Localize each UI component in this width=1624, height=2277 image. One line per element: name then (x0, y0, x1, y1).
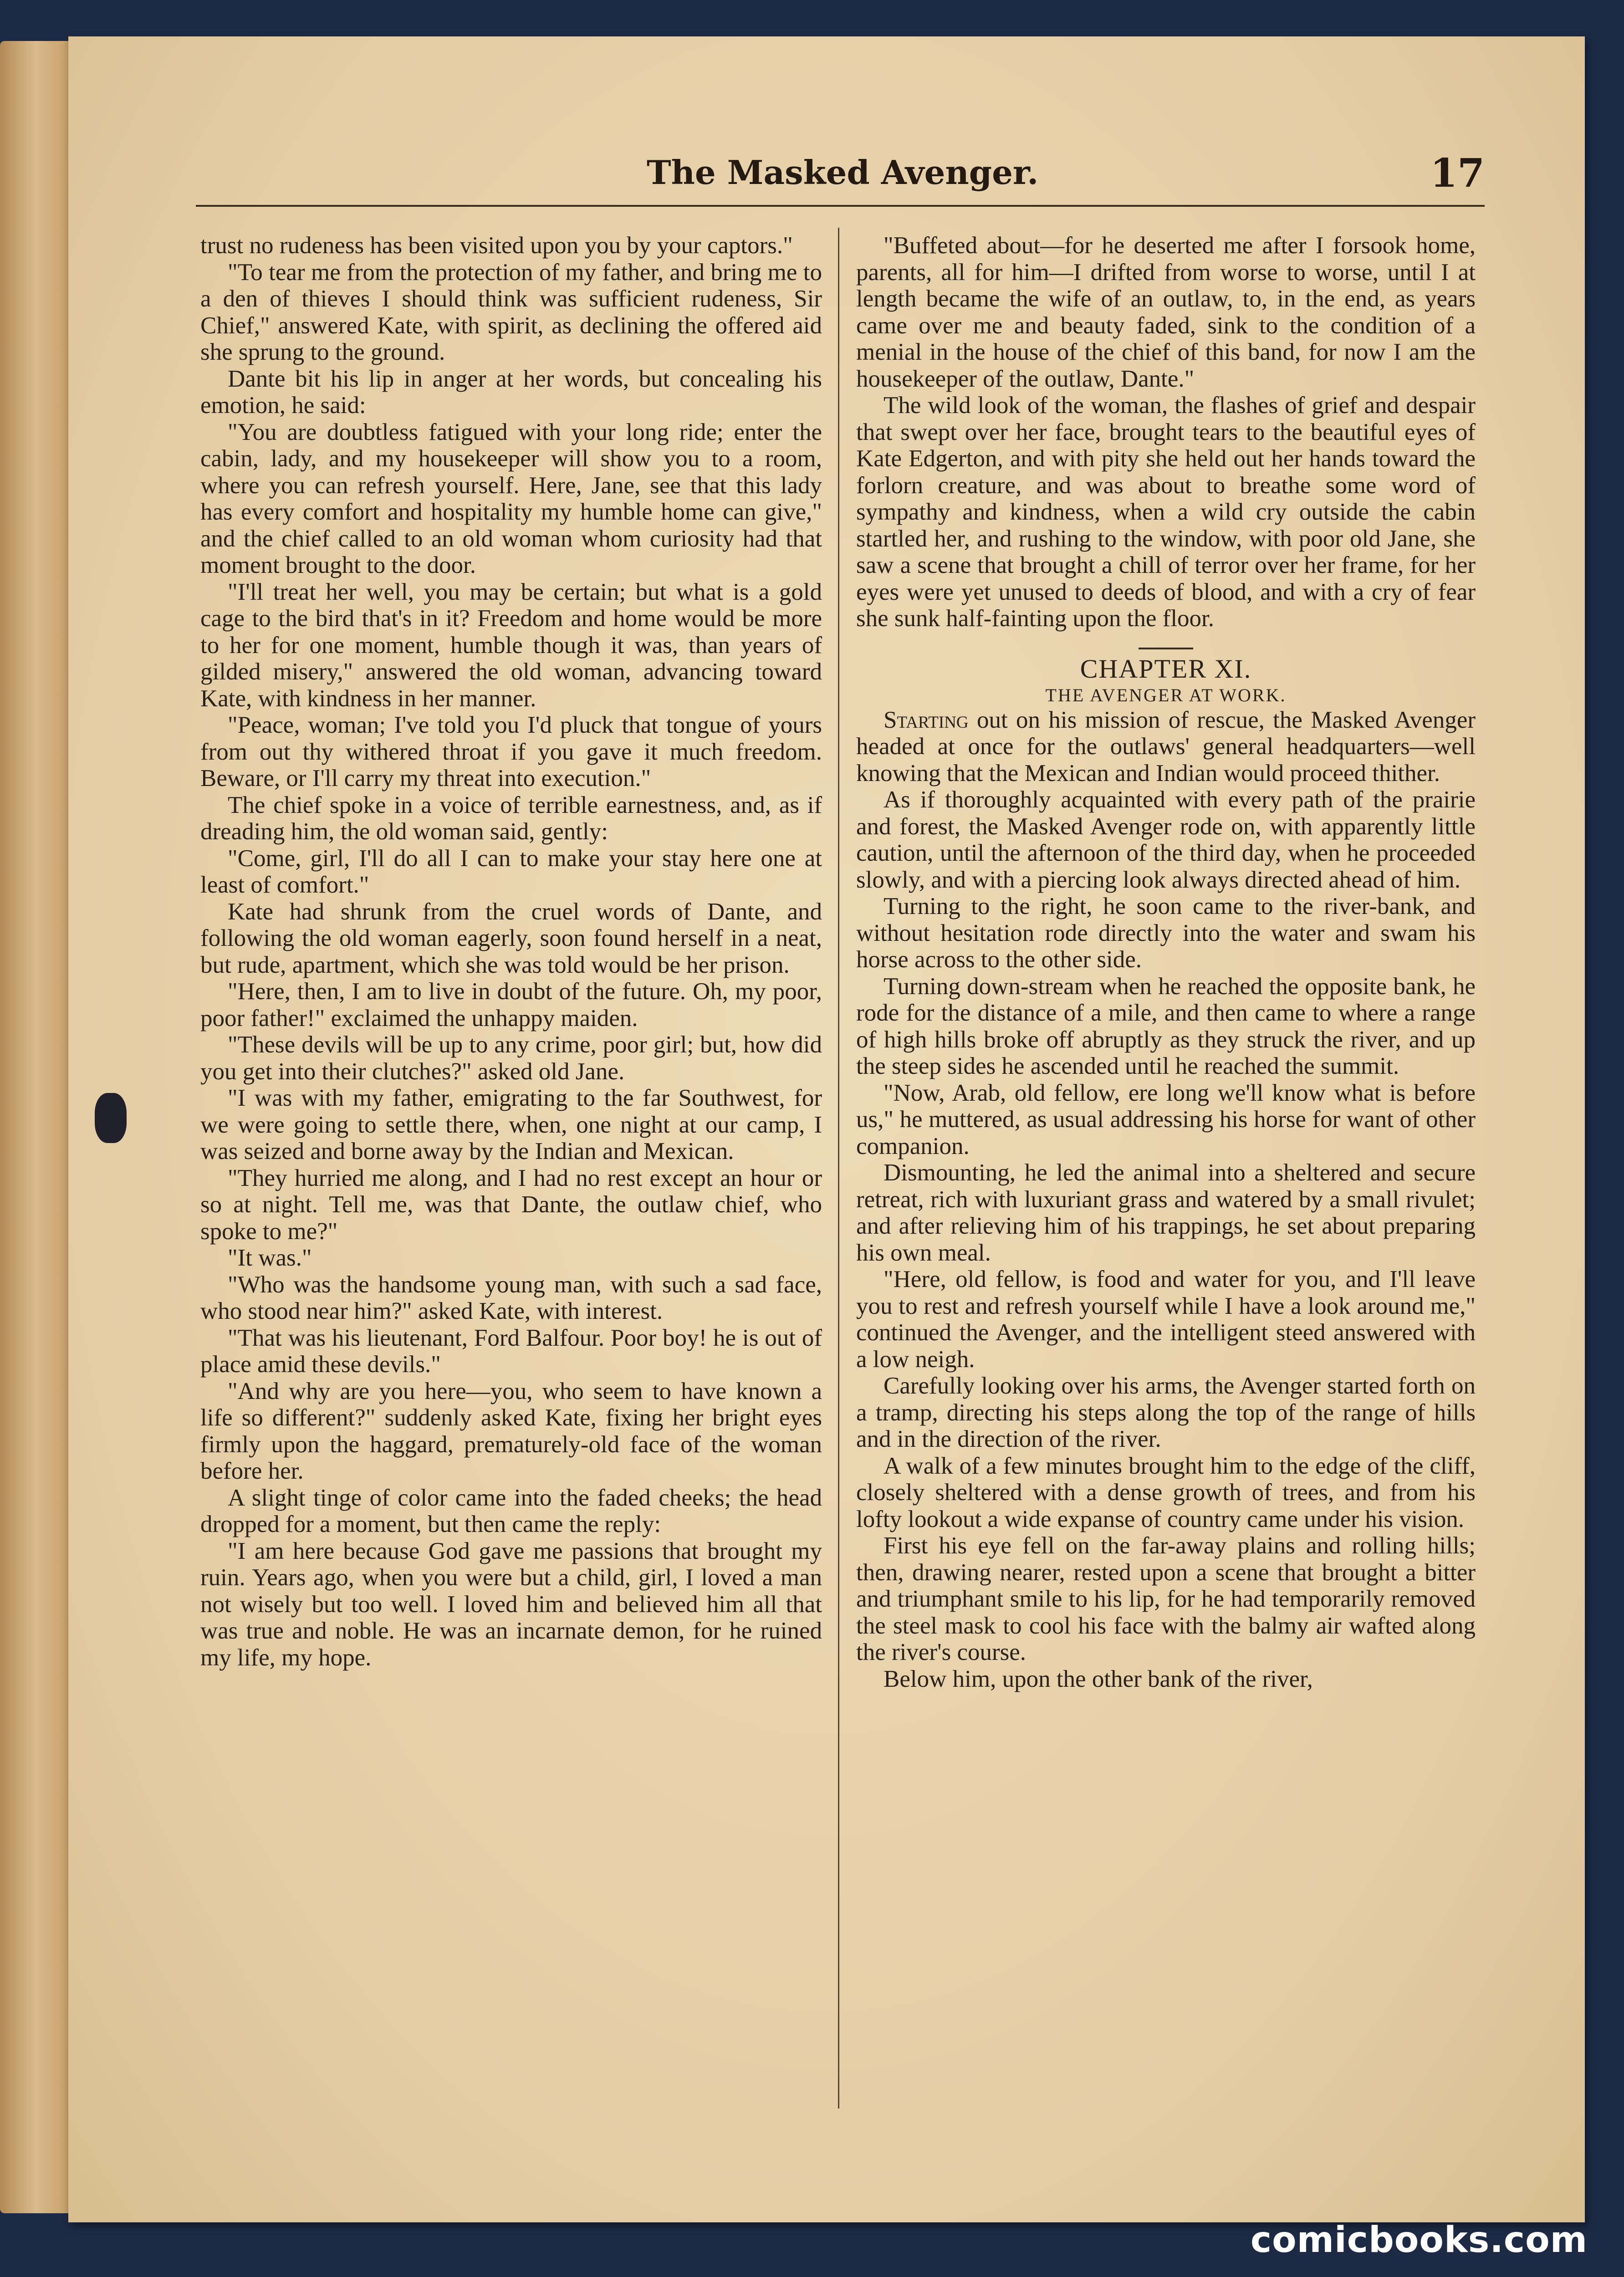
paragraph: The chief spoke in a voice of terrible earnestness, and, as if dreading him, the old woman said, gently: (200, 791, 822, 845)
paragraph: As if thoroughly acquainted with every path of the prairie and forest, the Masked Avenger rode on, with apparently little caution, until the afternoon of the third day, when he proceeded slowly, and with a piercing look always directed ahead of him. (856, 786, 1476, 893)
paragraph: "Here, then, I am to live in doubt of the future. Oh, my poor, poor father!" exclaimed the unhappy maiden. (200, 978, 822, 1031)
paragraph: "Here, old fellow, is food and water for you, and I'll leave you to rest and refresh yourself while I have a look around me," continued the Avenger, and the intelligent steed answered with a low neigh. (856, 1266, 1476, 1373)
chapter-heading (856, 648, 1476, 707)
left-column (200, 232, 822, 2159)
paragraph: "To tear me from the protection of my father, and bring me to a den of thieves I should think was sufficient rudeness, Sir Chief," answered Kate, with spirit, as declining the offered aid she sprung to the ground. (200, 259, 822, 365)
paragraph: A slight tinge of color came into the faded cheeks; the head dropped for a moment, but then came the reply: (200, 1484, 822, 1537)
paragraph: "That was his lieutenant, Ford Balfour. Poor boy! he is out of place amid these devils." (200, 1324, 822, 1378)
paragraph: Dante bit his lip in anger at her words, but concealing his emotion, he said: (200, 365, 822, 419)
site-watermark: comicbooks.com (1250, 2220, 1588, 2261)
paragraph: Turning down-stream when he reached the opposite bank, he rode for the distance of a mile, and then came to where a range of high hills broke off abruptly as they struck the river, and up the steep sides he ascended until he reached the summit. (856, 973, 1476, 1079)
chapter-subtitle: THE AVENGER AT WORK. (1045, 684, 1287, 705)
column-divider (838, 228, 839, 2109)
paragraph: Dismounting, he led the animal into a sheltered and secure retreat, rich with luxuriant grass and watered by a small rivulet; and after relieving him of his trappings, he set about preparing his own meal. (856, 1159, 1476, 1266)
paragraph: "I am here because God gave me passions that brought my ruin. Years ago, when you were but a child, girl, I loved a man not wisely but too well. I loved him and believed him all that was true and noble. He was an incarnate demon, for he ruined my life, my hope. (200, 1537, 822, 1671)
paragraph: Below him, upon the other bank of the river, (883, 1665, 1313, 1692)
paragraph: trust no rudeness has been visited upon you by your captors." (200, 232, 793, 259)
paragraph: "Come, girl, I'll do all I can to make your stay here one at least of comfort." (200, 845, 822, 898)
chapter-rule (1139, 648, 1193, 649)
paragraph: "You are doubtless fatigued with your long ride; enter the cabin, lady, and my housekeeper will show you to a room, where you can refresh yourself. Here, Jane, see that this lady has every comfort and hospitality my humble home can give," and the chief called to an old woman whom curiosity had that moment brought to the door. (200, 419, 822, 578)
opening-text: out on his mission of rescue, the Masked Avenger headed at once for the outlaws' general headquarters—well knowing that the Mexican and Indian would proceed thither. (856, 706, 1476, 786)
paragraph: "They hurried me along, and I had no rest except an hour or so at night. Tell me, was that Dante, the outlaw chief, who spoke to me?" (200, 1164, 822, 1245)
paragraph: The wild look of the woman, the flashes of grief and despair that swept over her face, brought tears to the beautiful eyes of Kate Edgerton, and with pity she held out her hands toward the forlorn creature, and was about to breathe some word of sympathy and kindness, when a wild cry outside the cabin startled her, and rushing to the window, with poor old Jane, she saw a scene that brought a chill of terror over her frame, for her eyes were yet unused to deeds of blood, and with a cry of fear she sunk half-fainting upon the floor. (856, 392, 1476, 632)
binding-hole (95, 1093, 127, 1143)
opening-small-caps: Starting (883, 706, 969, 733)
paragraph: Kate had shrunk from the cruel words of Dante, and following the old woman eagerly, soon found herself in a neat, but rude, apartment, which she was told would be her prison. (200, 898, 822, 978)
page-number: 17 (1430, 150, 1485, 196)
paragraph: "And why are you here—you, who seem to have known a life so different?" suddenly asked Kate, fixing her bright eyes firmly upon the haggard, prematurely-old face of the woman before her. (200, 1378, 822, 1484)
paragraph: "These devils will be up to any crime, poor girl; but, how did you get into their clutches?" asked old Jane. (200, 1031, 822, 1085)
paragraph: A walk of a few minutes brought him to the edge of the cliff, closely sheltered with a dense growth of trees, and from his lofty lookout a wide expanse of country came under his vision. (856, 1452, 1476, 1532)
paragraph: Turning to the right, he soon came to the river-bank, and without hesitation rode directly into the water and swam his horse across to the other side. (856, 893, 1476, 973)
paragraph: "Buffeted about—for he deserted me after I forsook home, parents, all for him—I drifted from worse to worse, until I at length became the wife of an outlaw, to, in the end, as years came over me and beauty faded, sink to the condition of a menial in the house of the chief of this band, for now I am the housekeeper of the outlaw, Dante." (856, 232, 1476, 392)
paragraph: "It was." (228, 1245, 312, 1271)
paragraph: "I'll treat her well, you may be certain; but what is a gold cage to the bird that's in it? Freedom and home would be more to her for one moment, humble though it was, than years of gilded misery," answered the old woman, advancing toward Kate, with kindness in her manner. (200, 578, 822, 712)
chapter-opening-paragraph (856, 707, 1476, 787)
paragraph: First his eye fell on the far-away plains and rolling hills; then, drawing nearer, rested upon a scene that brought a bitter and triumphant smile to his lip, for he had temporarily removed the steel mask to cool his face with the balmy air wafted along the river's course. (856, 1532, 1476, 1665)
right-column (856, 232, 1476, 2159)
chapter-title: CHAPTER XI. (1080, 653, 1252, 684)
running-title: The Masked Avenger. (647, 153, 1039, 192)
paragraph: "Now, Arab, old fellow, ere long we'll know what is before us," he muttered, as usual addressing his horse for want of other companion. (856, 1079, 1476, 1159)
paragraph: "Who was the handsome young man, with such a sad face, who stood near him?" asked Kate, with interest. (200, 1271, 822, 1324)
paragraph: Carefully looking over his arms, the Avenger started forth on a tramp, directing his steps along the top of the range of hills and in the direction of the river. (856, 1373, 1476, 1452)
running-header (196, 150, 1485, 207)
paragraph: "I was with my father, emigrating to the far Southwest, for we were going to settle there, when, one night at our camp, I was seized and borne away by the Indian and Mexican. (200, 1085, 822, 1164)
book-spine (0, 41, 80, 2213)
paragraph: "Peace, woman; I've told you I'd pluck that tongue of yours from out thy withered throat if you gave it much freedom. Beware, or I'll carry my threat into execution." (200, 712, 822, 791)
